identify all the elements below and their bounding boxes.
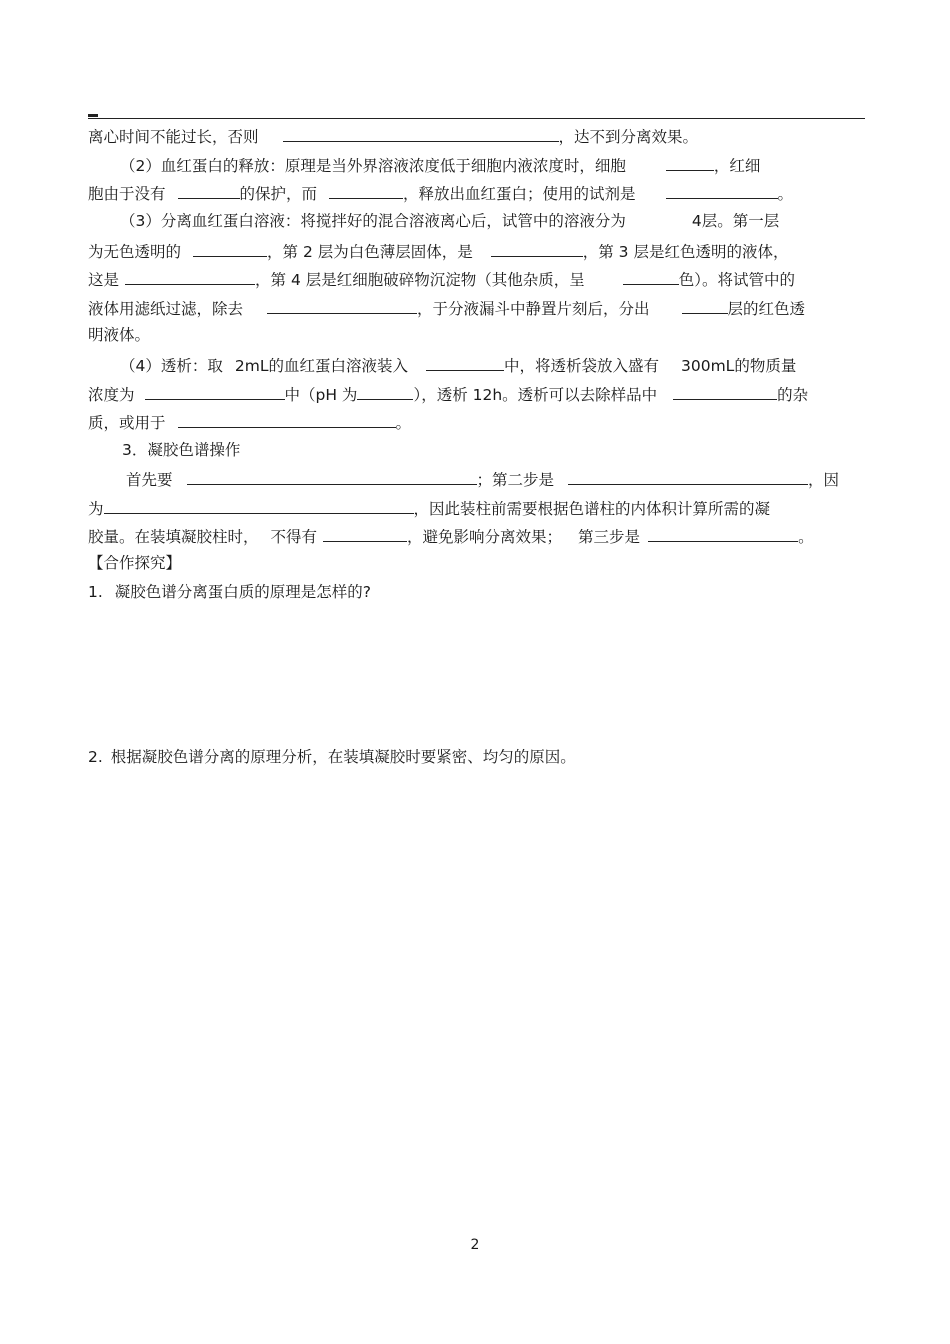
text: （2）血红蛋白的释放：原理是当外界溶液浓度低于细胞内液浓度时，细胞 bbox=[120, 157, 626, 175]
text: 的保护，而 bbox=[239, 185, 318, 203]
line-1 bbox=[88, 126, 698, 146]
blank-field[interactable] bbox=[491, 241, 583, 257]
line-6 bbox=[88, 269, 795, 289]
text: 色）。将试管中的 bbox=[678, 271, 795, 289]
text: ，于分液漏斗中静置片刻后，分出 bbox=[417, 300, 650, 318]
question-number: 1. bbox=[88, 583, 103, 601]
blank-field[interactable] bbox=[666, 155, 714, 171]
text: 为无色透明的 bbox=[88, 243, 182, 261]
blank-field[interactable] bbox=[104, 498, 414, 514]
line-3 bbox=[88, 183, 793, 203]
blank-field[interactable] bbox=[267, 298, 417, 314]
line-4 bbox=[120, 212, 779, 230]
text: 明液体。 bbox=[88, 326, 151, 344]
text: ，红细 bbox=[713, 157, 761, 175]
line-7 bbox=[88, 298, 805, 318]
text: 液体用滤纸过滤，除去 bbox=[88, 300, 244, 318]
page-number: 2 bbox=[470, 1237, 480, 1253]
blank-field[interactable] bbox=[323, 526, 407, 542]
line-13 bbox=[126, 469, 839, 489]
line-8 bbox=[88, 326, 150, 344]
section-cooperative-inquiry bbox=[88, 554, 181, 572]
blank-field[interactable] bbox=[329, 183, 403, 199]
text: （4）透析：取 bbox=[120, 357, 223, 375]
text: 2mL的血红蛋白溶液装入 bbox=[234, 357, 408, 375]
text: 胞由于没有 bbox=[88, 185, 166, 203]
text: ，释放出血红蛋白；使用的试剂是 bbox=[403, 185, 636, 203]
text: 中（pH 为 bbox=[284, 386, 358, 404]
question-text: 根据凝胶色谱分离的原理分析，在装填凝胶时要紧密、均匀的原因。 bbox=[110, 748, 576, 766]
text: 质，或用于 bbox=[88, 414, 166, 432]
text: 这是 bbox=[88, 271, 120, 289]
blank-field[interactable] bbox=[426, 355, 504, 371]
text: 3．凝胶色谱操作 bbox=[122, 441, 241, 459]
text: 浓度为 bbox=[88, 386, 135, 404]
text: 不得有 bbox=[270, 528, 318, 546]
blank-field[interactable] bbox=[178, 412, 396, 428]
blank-field[interactable] bbox=[682, 298, 728, 314]
blank-field[interactable] bbox=[357, 384, 413, 400]
header-rule bbox=[88, 118, 865, 119]
text: 为 bbox=[88, 500, 104, 518]
blank-field[interactable] bbox=[673, 384, 777, 400]
text: 层的红色透 bbox=[727, 300, 806, 318]
text: 300mL的物质量 bbox=[681, 357, 797, 375]
question-text: 凝胶色谱分离蛋白质的原理是怎样的? bbox=[114, 583, 372, 601]
text: 胶量。在装填凝胶柱时， bbox=[88, 528, 259, 546]
text: 4层。第一层 bbox=[691, 212, 780, 230]
text: 的杂 bbox=[777, 386, 809, 404]
blank-field[interactable] bbox=[187, 469, 477, 485]
text: ，第 4 层是红细胞破碎物沉淀物（其他杂质，呈 bbox=[255, 271, 585, 289]
line-2 bbox=[120, 155, 760, 175]
text: ，达不到分离效果。 bbox=[558, 128, 699, 146]
blank-field[interactable] bbox=[193, 241, 267, 257]
question-number: 2. bbox=[88, 748, 103, 766]
header-mark bbox=[88, 114, 98, 117]
text: ），透析 12h。透析可以去除样品中 bbox=[413, 386, 658, 404]
question-1 bbox=[88, 583, 371, 601]
text: ，因 bbox=[808, 471, 840, 489]
blank-field[interactable] bbox=[145, 384, 285, 400]
blank-field[interactable] bbox=[125, 269, 255, 285]
text: 离心时间不能过长，否则 bbox=[88, 128, 259, 146]
line-15 bbox=[88, 526, 814, 546]
line-10 bbox=[88, 384, 808, 404]
text: 。 bbox=[395, 414, 412, 432]
blank-field[interactable] bbox=[178, 183, 240, 199]
line-9 bbox=[120, 355, 796, 375]
blank-field[interactable] bbox=[648, 526, 798, 542]
text: ，第 3 层是红色透明的液体， bbox=[582, 243, 789, 261]
text: ；第二步是 bbox=[476, 471, 555, 489]
text: 第三步是 bbox=[578, 528, 641, 546]
section-3-heading bbox=[122, 441, 240, 459]
text: （3）分离血红蛋白溶液：将搅拌好的混合溶液离心后，试管中的溶液分为 bbox=[120, 212, 626, 230]
blank-field[interactable] bbox=[623, 269, 679, 285]
line-14 bbox=[88, 498, 770, 518]
line-5 bbox=[88, 241, 788, 261]
blank-field[interactable] bbox=[568, 469, 808, 485]
question-2 bbox=[88, 748, 576, 766]
text: 。 bbox=[777, 185, 794, 203]
text: 。 bbox=[798, 528, 814, 546]
line-11 bbox=[88, 412, 411, 432]
text: 【合作探究】 bbox=[88, 554, 182, 572]
blank-field[interactable] bbox=[283, 126, 559, 142]
text: ，第 2 层为白色薄层固体，是 bbox=[267, 243, 473, 261]
text: ，避免影响分离效果； bbox=[407, 528, 563, 546]
blank-field[interactable] bbox=[666, 183, 778, 199]
text: 中，将透析袋放入盛有 bbox=[503, 357, 659, 375]
text: 首先要 bbox=[126, 471, 173, 489]
text: ，因此装柱前需要根据色谱柱的内体积计算所需的凝 bbox=[413, 500, 771, 518]
